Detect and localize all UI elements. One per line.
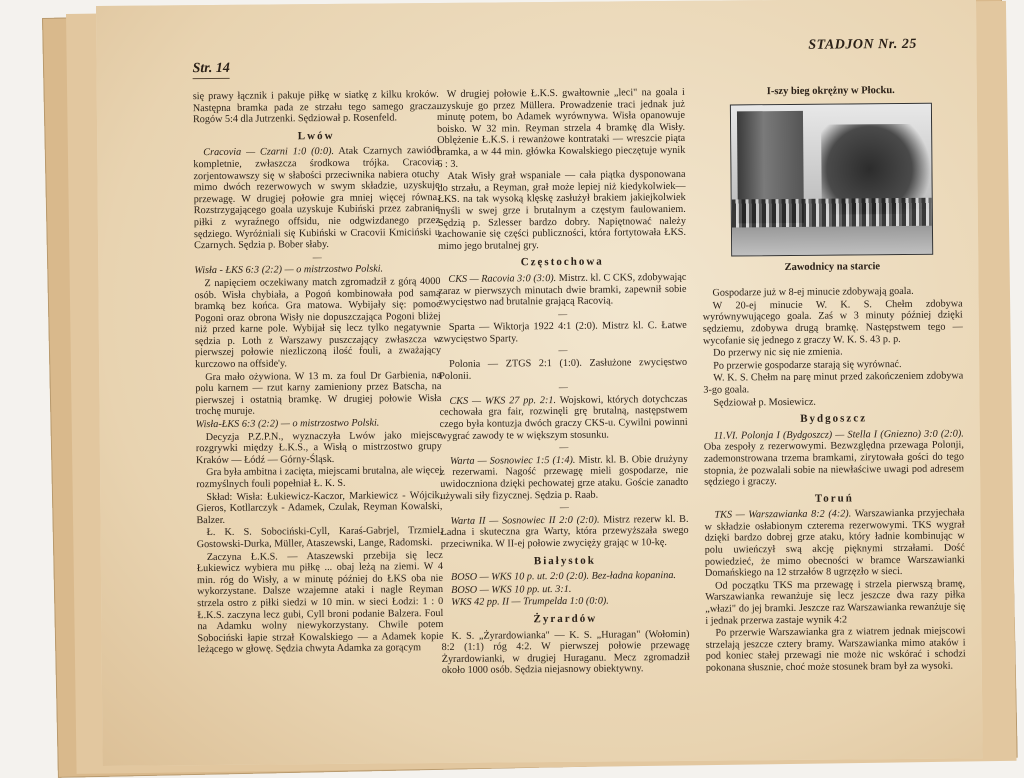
paragraph: Ł. K. S. Sobociński-Cyll, Karaś-Gabrjel, Trzmiel, Gostowski-Durka, Müller, Ataszewski, Lange, Radomski.	[196, 525, 443, 551]
paragraph: Gospodarze już w 8-ej minucie zdobywają goala.	[712, 286, 914, 299]
match-title: Wisła - ŁKS 6:3 (2:2) — o mistrzostwo Polski.	[194, 263, 384, 277]
match-report: Warszawianka przyjechała w składzie osłabionym czterema rezerwowymi. TKS wygrał dzięki bardzo dobrej grze ataku, który ładnie kombinując w polu uwieńczył swą akcję pięknymi strzałami. Dość powiedzieć, że mimo obecności w bramce Warszawianki Domańskiego na 12 strzałów 8 ugrzęzło w sieci.	[704, 507, 965, 579]
match-report: Oba zespoły z rezerwowymi. Bezwzględna przewaga Polonji, zademonstrowana trzema bramkami, zirytowała gości do tego stopnia, że pozwalali sobie na niewłaściwe uwagi pod adresem sędziego i graczy.	[703, 439, 965, 488]
paragraph: K. S. „Żyrardowianka" — K. S. „Huragan" (Wołomin) 8:2 (1:1) róg 4:2. W pierwszej połowie przewagę Żyrardowianki, w drugiej Huraganu. Mecz zgromadził około 1000 osób. Sędzia niejasnowy obiektywny.	[441, 628, 690, 677]
section-heading-lwow: Lwów	[297, 129, 335, 143]
paragraph: BOSO — WKS 10 p. ut. 2:0 (2:0). Bez-ładna kopanina.	[450, 570, 676, 584]
paragraph: Sędziował p. Mosiewicz.	[713, 396, 816, 409]
section-heading-czestochowa: Częstochowa	[520, 255, 604, 269]
paragraph: Decyzja P.Z.P.N., wyznaczyła Lwów jako miejsce rozgrywki między Ł.K.S., a Wisłą o mistrzostwo grupy Kraków — Łódź — Górny-Śląsk.	[195, 429, 442, 466]
photo-caption: Zawodnicy na starcie	[784, 260, 881, 273]
separator: —	[559, 442, 569, 453]
paragraph: się prawy łącznik i pakuje piłkę w siatkę z kilku kroków. Następna bramka pada ze strzału tego samego gracza. Rogów 5:4 dla Jutrzenki. Sędziował p. Rosenfeld.	[192, 89, 439, 126]
magazine-page	[96, 0, 983, 766]
paragraph: W drugiej połowie Ł.K.S. gwałtownie „leci" na goala i uzyskuje go przez Müllera. Prowadzenie traci jednak już minutę potem, bo Adamek wyrównywa. Wisła opanowuje boisko. W 32 min. Reyman strzela 4 bramkę dla Wisły. Oblężenie Ł.K.S. i rewanżowe kontrataki — wreszcie piąta bramka, a w 44 min. główka Kowalskiego pieczętuje wynik 6 : 3.	[436, 86, 686, 170]
column-right	[701, 84, 966, 675]
match-title: Warta II — Sosnowiec II 2:0 (2:0).	[450, 514, 600, 527]
paragraph: Po przerwie Warszawianka gra z wiatrem jednak miejscowi strzelają jeszcze cztery bramy. Warszawianka mimo ataków i pod koniec stałej przewagi nie może nic wskórać i schodzi pokonana słusznie, choć może stosunek bram był za wysoki.	[705, 625, 966, 674]
race-start-photo	[730, 102, 933, 256]
paragraph: Skład: Wisła: Łukiewicz-Kaczor, Markiewicz - Wójcik, Gieros, Kotllarczyk - Adamek, Czulak, Reyman Kowalski, Balzer.	[196, 489, 443, 526]
paragraph: W. K. S. Chełm na parę minut przed zakończeniem zdobywa 3-go goala.	[703, 370, 964, 396]
paragraph: Od początku TKS ma przewagę i strzela pierwszą bramę, Warszawianka rewanżuje się lecz jeszcze dwa razy piłka „włazi" do jej bramki. Jeszcze raz Warszawianka rewanżuje się i jednak przerwa zastaje wynik 4:2	[705, 578, 966, 627]
paragraph	[440, 454, 688, 503]
paragraph: BOSO — WKS 10 pp. ut. 3:1.	[451, 583, 572, 596]
section-heading-bialystok: Białystok	[533, 554, 596, 567]
match-report: Wojskowi, których dotychczas cechowała gra fair, rozwinęli grę brutalną, następstwem czego była kontuzja dwóch graczy CKS-u. Cywilni powinni wygrać zawody te w większym stosunku.	[439, 393, 688, 442]
paragraph: WKS 42 pp. II — Trumpelda 1:0 (0:0).	[451, 595, 609, 609]
paragraph	[438, 272, 686, 309]
paragraph: Gra była ambitna i zacięta, miejscami brutalna, ale więcej rozmyślnych fouli popełniał Ł. K. S.	[196, 465, 443, 491]
paragraph: Atak Wisły grał wspaniale — cała piątka dysponowana do strzału, a Reyman, grał może lepiej niż kiedykolwiek—ŁKS. na tak wysoką klęskę zasłużył brakiem jakiejkolwiek myśli w swej grze i brutalnym a częstym faulowaniem. Sędzią p. Szlesser bardzo dobry. Napiętnować należy zachowanie się części publiczności, która fortytowała ŁKS. mimo jego brutalnej gry.	[437, 169, 687, 252]
match-title: Cracovia — Czarni 1:0 (0:0).	[203, 146, 335, 159]
photo-runners	[732, 197, 932, 229]
separator: —	[558, 308, 568, 319]
section-heading-zyrardow: Żyrardów	[533, 612, 598, 626]
paragraph	[704, 428, 964, 488]
section-heading-bydgoszcz: Bydgoszcz	[800, 412, 868, 425]
page-number: Str. 14	[192, 61, 230, 79]
paragraph: Polonia — ZTGS 2:1 (1:0). Zasłużone zwycięstwo Polonii.	[439, 356, 688, 382]
paragraph	[439, 394, 687, 443]
match-title: CKS — WKS 27 pp. 2:1.	[449, 394, 557, 407]
separator: —	[558, 382, 568, 393]
photo-road	[732, 225, 932, 255]
separator: —	[559, 502, 569, 513]
match-title: Wisła-ŁKS 6:3 (2:2) — o mistrzostwo Polski.	[195, 417, 380, 431]
paragraph	[440, 514, 688, 551]
match-title: TKS — Warszawianka 8:2 (4:2).	[714, 508, 852, 521]
section-heading-torun: Toruń	[814, 492, 854, 505]
paragraph: Gra mało ożywiona. W 13 m. za foul Dr Garbienia, na polu karnem — rzut karny zamieniony przez Batscha, na pierwszej i ostatnią bramkę. W drugiej połowie Wisła trochę muruje.	[195, 369, 442, 418]
match-title: Warta — Sosnowiec 1:5 (1:4).	[449, 454, 576, 467]
column-middle	[437, 87, 690, 678]
paragraph: Po przerwie gospodarze starają się wyrównać.	[713, 358, 902, 372]
paragraph	[704, 508, 965, 580]
match-report: Mistrz. kl. C CKS, zdobywając zaraz w pierwszych minutach dwie bramki, zapewnił sobie zwycięstwo nad brutalnie grającą Racovią.	[438, 271, 687, 309]
column-left	[193, 89, 444, 657]
paragraph: Sparta — Wiktorja 1922 4:1 (2:0). Mistrz kl. C. Łatwe zwycięstwo Sparty.	[438, 320, 687, 345]
paragraph: W 20-ej minucie W. K. S. Chełm zdobywa wyrównywującego goala. Zaś w 3 minuty później dzięki sędziemu, zdobywa drugą bramkę. Następstwem tego — wycofanie się jednego z graczy W. K. S. 43 p. p.	[702, 298, 963, 347]
match-report: Mistrz rezerw kl. B. Ładna i skuteczna gra Warty, która przewyższała swego przeciwnika. W II-ej połowie zwycięży grając w 10-kę.	[440, 513, 689, 550]
match-report: Atak Czarnych zawiódł kompletnie, zwłaszcza środkowa trójka. Cracovia zorjentowawszy się w słabości przeciwnika nabiera otuchy mimo dwóch rezerwowych w swym składzie, uzyskuje przewagę. W drugiej połowie gra mniej więcej równa. Rozstrzygającego goala uzyskuje Kubiński przez zabranie piłki z wyraźnego offsidu, nie odgwizdanego przez sędziego. Wyróżniali się Kubiński w Cracovii Kmiciński u Czarnych. Sędzia p. Bober słaby.	[193, 145, 441, 252]
match-title: CKS — Racovia 3:0 (3:0).	[448, 272, 557, 285]
photo-title: I-szy bieg okrężny w Płocku.	[766, 85, 895, 98]
match-report: Mistr. kl. B. Obie drużyny z rezerwami. Nagość przewagę mieli gospodarze, nie uwidoczniona dzięki pechowatej grze ataku. Goście zanadto używali siły fizycznej. Sędzia p. Raab.	[440, 453, 689, 502]
paragraph: Z napięciem oczekiwany match zgromadził z górą 4000 osób. Wisła chybiała, a Pogoń kombinowała pod samą bramką bez końca. Gra matowa. Wybijały się: pomoc Pogoni oraz obrona Wisły nie dopuszczająca Pogoni bliżej niż przed karne pole. Wybijał się lecz tylko negatywnie sędzia p. Loth z Warszawy puszczający zwłaszcza w pierwszej połowie niezliczoną ilość fouli, a zważający kurczowo na offside'y.	[194, 275, 442, 371]
match-title: 11.VI. Polonja I (Bydgoszcz) — Stella I (Gniezno) 3:0 (2:0).	[713, 428, 964, 442]
separator: —	[558, 345, 568, 356]
paragraph: Zaczyna Ł.K.S. — Ataszewski przebija się lecz Łukiewicz wybiera mu piłkę ... obaj leżą na ziemi. W 4 min. róg do Wisły, a w minutę później do ŁKS oba nie wykorzystane. Dalsze wzajemne ataki i nagle Reyman strzela ostro z piłki siedzi w 10 min. w sieci Łodzi: 1 : 0 Ł.K.S. zaczyna lecz gubi, Cyll broni podanie Balzera. Foul na Adamku wolny niewykorzystany. Chwile potem Sobociński łapie strzał Kowalskiego — a Adamek kopie leżącego w głowę. Sędzia chwyta Adamka za gorącym	[196, 549, 444, 656]
paragraph: Do przerwy nic się nie zmienia.	[713, 346, 843, 359]
paragraph	[193, 145, 440, 251]
separator: —	[312, 251, 322, 262]
magazine-title: STADJON Nr. 25	[808, 36, 917, 53]
